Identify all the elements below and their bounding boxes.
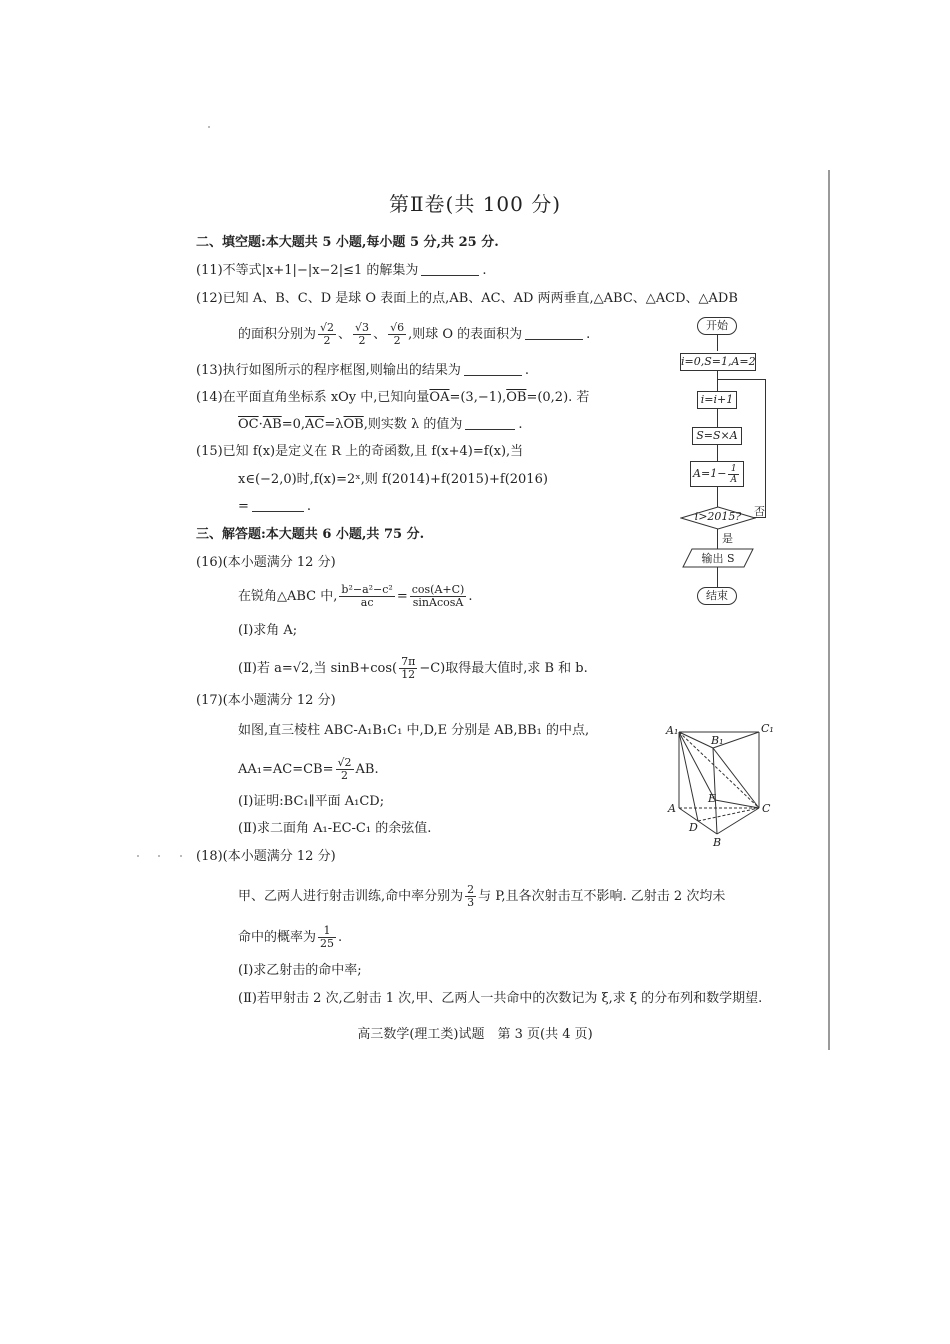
q18-pre: 甲、乙两人进行射击训练,命中率分别为 — [238, 889, 464, 904]
q16-part1: (Ⅰ)求角 A; — [238, 623, 298, 638]
page-footer: 高三数学(理工类)试题 第 3 页(共 4 页) — [357, 1027, 593, 1042]
frac-num: b²−a²−c² — [341, 583, 393, 596]
q17-post: AB. — [355, 762, 379, 777]
prism-figure — [665, 720, 780, 850]
q14-mid: =0, — [281, 417, 305, 432]
page-edge — [828, 170, 830, 1050]
q14-end: . — [518, 417, 523, 432]
frac-den: 25 — [320, 937, 335, 950]
frac-num: cos(A+C) — [411, 583, 465, 596]
frac-num: 7π — [401, 655, 416, 668]
frac-den: 12 — [401, 668, 416, 681]
q12-pre: 的面积分别为 — [238, 327, 317, 342]
q14-post: ,则实数 λ 的值为 — [363, 417, 463, 432]
answer-blank — [421, 275, 479, 276]
label-b1: B₁ — [711, 734, 724, 747]
speck — [137, 855, 139, 857]
q16-part2-pre: (Ⅱ)若 a=√2,当 sinB+cos( — [238, 661, 398, 676]
frac-num: 1 — [318, 925, 336, 938]
frac-num: √3 — [355, 321, 370, 334]
frac-den: 2 — [358, 334, 366, 347]
loop-line — [718, 379, 766, 380]
flow-update-pre: A=1− — [693, 467, 727, 480]
flow-start: 开始 — [697, 317, 737, 335]
q15-line3 — [238, 498, 311, 516]
label-c1: C₁ — [761, 722, 774, 735]
frac-sqrt3-over-2 — [353, 322, 371, 347]
q17-pre: AA₁=AC=CB= — [238, 762, 334, 777]
frac-den: 2 — [323, 334, 331, 347]
flow-condition: i>2015? — [694, 510, 742, 523]
q16-pre: 在锐角△ABC 中, — [238, 589, 338, 604]
flow-increment: i=i+1 — [697, 391, 737, 409]
q17-line1: 如图,直三棱柱 ABC-A₁B₁C₁ 中,D,E 分别是 AB,BB₁ 的中点, — [238, 723, 590, 738]
label-c: C — [762, 802, 771, 815]
vector-ob: $\overline{OB}$ — [506, 390, 527, 405]
q13-end: . — [524, 363, 529, 378]
section2-heading: 二、填空题:本大题共 5 小题,每小题 5 分,共 25 分. — [196, 235, 499, 250]
q16-end: . — [468, 589, 473, 604]
q15-eq: = — [238, 499, 249, 514]
q13-text: (13)执行如图所示的程序框图,则输出的结果为 — [196, 363, 461, 378]
q14-pre: (14)在平面直角坐标系 xOy 中,已知向量 — [196, 390, 430, 405]
frac-7pi-over-12 — [399, 656, 417, 681]
q15-line2: x∈(−2,0)时,f(x)=2ˣ,则 f(2014)+f(2015)+f(2016) — [238, 472, 548, 487]
flow-output: 输出 S — [701, 552, 735, 565]
q16-stem — [238, 584, 472, 609]
q14-oa-val: =(3,−1), — [449, 390, 507, 405]
q15-line1: (15)已知 f(x)是定义在 R 上的奇函数,且 f(x+4)=f(x),当 — [196, 444, 524, 459]
q17-part1: (Ⅰ)证明:BC₁∥平面 A₁CD; — [238, 794, 385, 809]
q14-line1 — [196, 389, 589, 407]
speck — [180, 855, 182, 857]
q17-part2: (Ⅱ)求二面角 A₁-EC-C₁ 的余弦值. — [238, 821, 432, 836]
q11 — [196, 262, 487, 280]
vector-ac: $\overline{AC}$ — [305, 417, 325, 432]
frac-den: ac — [360, 596, 374, 609]
part-title: 第Ⅱ卷(共 100 分) — [388, 192, 562, 216]
flow-arrow — [717, 567, 718, 587]
q12-line2: 的面积分别为 $\frac{√2}{2}$ 、 $\frac{√3}{2}$ 、 $\frac{√6}{2}$ ,则球 O 的表面积为 . — [238, 321, 591, 347]
frac-num: 1 — [728, 464, 739, 475]
frac-q16-left — [339, 584, 394, 609]
vector-oa: $\overline{OA}$ — [429, 390, 450, 405]
q11-text: (11)不等式|x+1|−|x−2|≤1 的解集为 — [196, 263, 419, 278]
label-e: E — [708, 792, 717, 805]
q14-line2 — [238, 416, 522, 434]
q18-head: (18)(本小题满分 12 分) — [196, 849, 336, 864]
answer-blank — [464, 375, 522, 376]
flow-arrow — [717, 409, 718, 429]
vector-ob: $\overline{OB}$ — [343, 417, 364, 432]
frac-num: √6 — [390, 321, 405, 334]
frac-den: 2 — [393, 334, 401, 347]
q11-end: . — [482, 263, 487, 278]
frac-den: 2 — [341, 769, 349, 782]
q13 — [196, 362, 529, 380]
label-b: B — [713, 836, 722, 849]
q16-part2-post: −C)取得最大值时,求 B 和 b. — [419, 661, 588, 676]
speck — [208, 126, 210, 128]
loop-line — [765, 379, 766, 518]
flow-multiply: S=S×A — [692, 427, 742, 445]
speck — [158, 855, 160, 857]
answer-blank — [252, 511, 304, 512]
q12-end: . — [586, 327, 591, 342]
q18-line1 — [238, 884, 725, 909]
q16-eq: = — [396, 589, 408, 604]
frac-den: sinAcosA — [412, 596, 464, 609]
q18-line2 — [238, 925, 342, 950]
q14-dot: · — [258, 417, 263, 432]
vector-ab: $\overline{AB}$ — [262, 417, 282, 432]
frac-2-over-3 — [465, 884, 476, 909]
flow-init: i=0,S=1,A=2 — [680, 353, 756, 371]
q12-line1: (12)已知 A、B、C、D 是球 O 表面上的点,AB、AC、AD 两两垂直,△ABC、△ACD、△ADB — [196, 291, 738, 306]
flow-arrow — [717, 527, 718, 549]
frac-sqrt6-over-2 — [388, 322, 406, 347]
flowchart — [670, 315, 780, 615]
flow-end: 结束 — [697, 587, 737, 605]
label-d: D — [689, 821, 698, 834]
flow-update-a — [690, 461, 744, 487]
label-a1: A₁ — [666, 724, 679, 737]
q14-eq: =λ — [324, 417, 344, 432]
frac-1-over-25 — [318, 925, 336, 950]
vector-oc: $\overline{OC}$ — [238, 417, 259, 432]
q17-line2 — [238, 757, 379, 782]
flow-yes-label: 是 — [722, 532, 733, 545]
flow-arrow — [717, 487, 718, 507]
frac-q16-right — [410, 584, 467, 609]
q18-pre2: 命中的概率为 — [238, 930, 317, 945]
flow-arrow — [717, 369, 718, 391]
frac-num: 2 — [467, 883, 475, 896]
frac-den: A — [730, 474, 737, 485]
frac-sqrt2-over-2 — [336, 757, 354, 782]
q16-part2 — [238, 656, 588, 681]
frac-sqrt2-over-2 — [318, 322, 336, 347]
q16-head: (16)(本小题满分 12 分) — [196, 555, 336, 570]
label-a: A — [668, 802, 676, 815]
q14-ob-val: =(0,2). 若 — [526, 390, 590, 405]
q18-post: 与 P,且各次射击互不影响. 乙射击 2 次均未 — [478, 889, 726, 904]
answer-blank — [465, 429, 515, 430]
frac-1-over-a — [728, 464, 739, 485]
q12-post: ,则球 O 的表面积为 — [408, 327, 523, 342]
frac-num: √2 — [337, 756, 352, 769]
flow-no-label: 否 — [754, 505, 765, 518]
answer-blank — [525, 339, 583, 340]
q17-head: (17)(本小题满分 12 分) — [196, 693, 336, 708]
flow-arrow — [717, 445, 718, 461]
section3-heading: 三、解答题:本大题共 6 小题,共 75 分. — [196, 527, 425, 542]
q18-part1: (Ⅰ)求乙射击的命中率; — [238, 963, 362, 978]
flow-arrow — [717, 333, 718, 351]
q18-part2: (Ⅱ)若甲射击 2 次,乙射击 1 次,甲、乙两人一共命中的次数记为 ξ,求 ξ 的分布列和数学期望. — [238, 991, 763, 1006]
q18-end: . — [338, 930, 343, 945]
q15-end: . — [306, 499, 312, 514]
frac-num: √2 — [320, 321, 335, 334]
frac-den: 3 — [467, 896, 475, 909]
